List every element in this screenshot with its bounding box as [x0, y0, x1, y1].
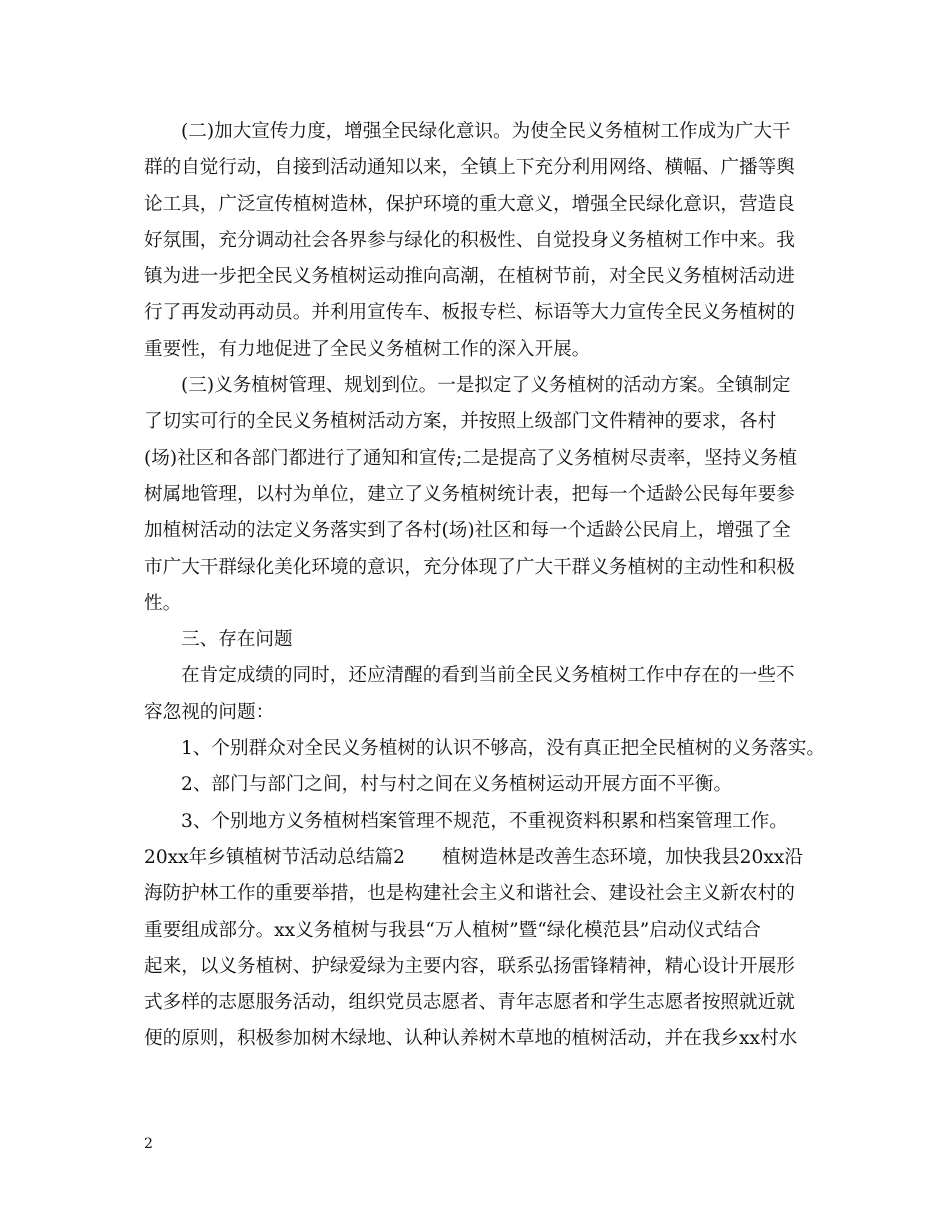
- text-line: 便的原则，积极参加树木绿地、认种认养树木草地的植树活动，并在我乡xx村水: [144, 1028, 798, 1050]
- text-line: 论工具，广泛宣传植树造林，保护环境的重大意义，增强全民绿化意识，营造良: [144, 193, 795, 215]
- page-number: 2: [144, 1136, 153, 1152]
- text-line: 式多样的志愿服务活动，组织党员志愿者、青年志愿者和学生志愿者按照就近就: [144, 992, 795, 1014]
- text-line: 了切实可行的全民义务植树活动方案，并按照上级部门文件精神的要求，各村: [144, 411, 777, 433]
- text-line: 树属地管理，以村为单位，建立了义务植树统计表，把每一个适龄公民每年要参: [144, 483, 795, 505]
- document-body: [144, 117, 826, 1061]
- text-line: 群的自觉行动，自接到活动通知以来，全镇上下充分利用网络、横幅、广播等舆: [144, 157, 795, 179]
- text-line: 重要组成部分。xx义务植树与我县“万人植树”暨“绿化模范县”启动仪式结合: [144, 919, 761, 941]
- text-line: 重要性，有力地促进了全民义务植树工作的深入开展。: [144, 338, 591, 360]
- text-line: 3、个别地方义务植树档案管理不规范，不重视资料积累和档案管理工作。: [181, 810, 788, 832]
- text-line: 在肯定成绩的同时，还应清醒的看到当前全民义务植树工作中存在的一些不: [181, 665, 795, 687]
- text-line: 好氛围，充分调动社会各界参与绿化的积极性、自觉投身义务植树工作中来。我: [144, 229, 795, 251]
- text-line: 起来，以义务植树、护绿爱绿为主要内容，联系弘扬雷锋精神，精心设计开展形: [144, 955, 795, 977]
- text-line: (场)社区和各部门都进行了通知和宣传;二是提高了义务植树尽责率，坚持义务植: [144, 447, 797, 469]
- text-line: 三、存在问题: [181, 629, 293, 651]
- text-line: 海防护林工作的重要举措，也是构建社会主义和谐社会、建设社会主义新农村的: [144, 883, 795, 905]
- text-line: 性。: [144, 592, 182, 614]
- text-line: (三)义务植树管理、规划到位。一是拟定了义务植树的活动方案。全镇制定: [181, 375, 791, 397]
- text-line: 20xx年乡镇植树节活动总结篇2 植树造林是改善生态环境，加快我县20xx沿: [144, 846, 803, 868]
- text-line: 加植树活动的法定义务落实到了各村(场)社区和每一个适龄公民肩上，增强了全: [144, 520, 791, 542]
- text-line: 镇为进一步把全民义务植树运动推向高潮，在植树节前，对全民义务植树活动进: [144, 266, 795, 288]
- text-line: (二)加大宣传力度，增强全民绿化意识。为使全民义务植树工作成为广大干: [181, 121, 791, 142]
- text-line: 市广大干群绿化美化环境的意识，充分体现了广大干群义务植树的主动性和积极: [144, 556, 795, 578]
- text-line: 1、个别群众对全民义务植树的认识不够高，没有真正把全民植树的义务落实。: [181, 738, 826, 760]
- text-line: 容忽视的问题：: [144, 701, 275, 723]
- text-line: 2、部门与部门之间，村与村之间在义务植树运动开展方面不平衡。: [181, 774, 733, 796]
- text-line: 行了再发动再动员。并利用宣传车、板报专栏、标语等大力宣传全民义务植树的: [144, 302, 795, 324]
